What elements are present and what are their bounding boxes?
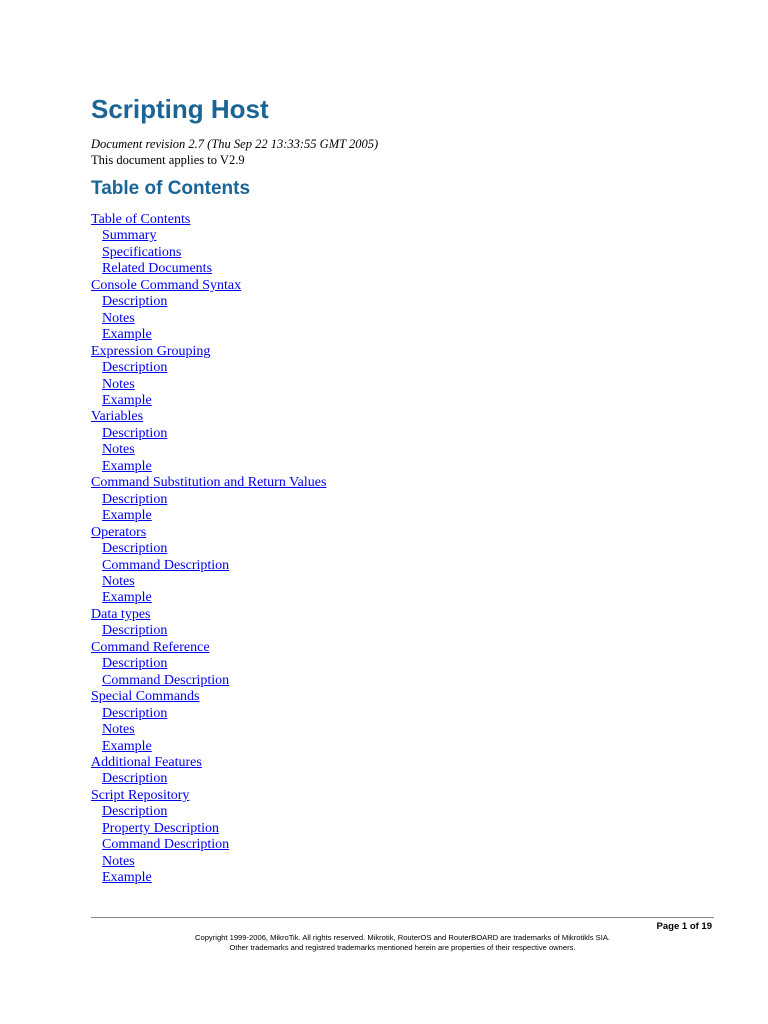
toc-subsection-link[interactable]: Description [102, 623, 168, 639]
applies-to-version: This document applies to V2.9 [91, 153, 245, 167]
toc-subsection [102, 508, 326, 524]
toc-subsection-link[interactable]: Notes [102, 310, 135, 326]
toc-subsection-link[interactable]: Example [102, 392, 152, 408]
toc-subsection [102, 459, 326, 475]
toc-subsection [102, 327, 326, 343]
copyright-notice [91, 933, 714, 953]
toc-subsection [102, 558, 326, 574]
toc-subsection [102, 442, 326, 458]
toc-subsection-list [91, 706, 326, 755]
toc-section [91, 525, 326, 607]
toc-subsection [102, 393, 326, 409]
toc-subsection-list [91, 360, 326, 409]
copyright-line: Copyright 1999-2006, MikroTik. All rights reserved. Mikrotik, RouterOS and RouterBOARD are trademarks of Mikrotikls SIA. [195, 933, 610, 942]
toc-subsection-link[interactable]: Notes [102, 853, 135, 869]
toc-section-link[interactable]: Expression Grouping [91, 343, 211, 359]
toc-subsection-link[interactable]: Command Description [102, 557, 230, 573]
toc-section-link[interactable]: Variables [91, 409, 144, 425]
toc-subsection-link[interactable]: Example [102, 738, 152, 754]
toc-subsection-link[interactable]: Description [102, 705, 168, 721]
toc-subsection-link[interactable]: Description [102, 656, 168, 672]
toc-subsection-list [91, 804, 326, 886]
toc-subsection-list [91, 623, 326, 639]
toc-subsection-link[interactable]: Example [102, 508, 152, 524]
toc-subsection [102, 294, 326, 310]
document-revision: Document revision 2.7 (Thu Sep 22 13:33:55 GMT 2005) [91, 137, 379, 151]
toc-subsection [102, 804, 326, 820]
table-of-contents [91, 212, 326, 887]
toc-subsection-list [91, 771, 326, 787]
toc-subsection [102, 673, 326, 689]
toc-section-link[interactable]: Table of Contents [91, 212, 191, 227]
toc-subsection [102, 623, 326, 639]
toc-subsection [102, 426, 326, 442]
toc-section [91, 640, 326, 689]
toc-subsection [102, 870, 326, 886]
toc-subsection-link[interactable]: Description [102, 771, 168, 787]
toc-section-link[interactable]: Script Repository [91, 787, 190, 803]
toc-subsection-list [91, 541, 326, 607]
toc-subsection [102, 541, 326, 557]
toc-section [91, 788, 326, 887]
toc-subsection [102, 377, 326, 393]
toc-subsection-link[interactable]: Description [102, 425, 168, 441]
toc-subsection [102, 722, 326, 738]
toc-subsection [102, 656, 326, 672]
toc-subsection [102, 590, 326, 606]
toc-subsection-link[interactable]: Description [102, 294, 168, 310]
toc-section [91, 212, 326, 278]
page-number: Page 1 of 19 [656, 921, 712, 932]
toc-section-link[interactable]: Data types [91, 606, 151, 622]
toc-subsection [102, 706, 326, 722]
toc-subsection-link[interactable]: Notes [102, 442, 135, 458]
toc-subsection-link[interactable]: Notes [102, 722, 135, 738]
toc-subsection-link[interactable]: Specifications [102, 244, 182, 260]
toc-section [91, 689, 326, 755]
toc-subsection [102, 492, 326, 508]
page-title: Scripting Host [91, 94, 269, 124]
toc-subsection-link[interactable]: Related Documents [102, 261, 213, 277]
toc-subsection-link[interactable]: Notes [102, 573, 135, 589]
toc-section [91, 344, 326, 410]
toc-subsection-link[interactable]: Property Description [102, 820, 220, 836]
toc-subsection-list [91, 426, 326, 475]
toc-subsection-link[interactable]: Description [102, 804, 168, 820]
toc-subsection [102, 311, 326, 327]
toc-section [91, 755, 326, 788]
toc-section-link[interactable]: Console Command Syntax [91, 277, 242, 293]
toc-subsection-link[interactable]: Notes [102, 376, 135, 392]
toc-section-link[interactable]: Command Reference [91, 639, 210, 655]
toc-subsection-list [91, 228, 326, 277]
toc-subsection [102, 837, 326, 853]
toc-subsection [102, 739, 326, 755]
toc-heading: Table of Contents [91, 178, 251, 199]
toc-subsection [102, 771, 326, 787]
toc-subsection-list [91, 656, 326, 689]
toc-subsection-list [91, 294, 326, 343]
toc-section-link[interactable]: Additional Features [91, 754, 202, 770]
toc-subsection [102, 245, 326, 261]
toc-subsection-link[interactable]: Description [102, 360, 168, 376]
toc-subsection-link[interactable]: Example [102, 870, 152, 886]
toc-subsection-link[interactable]: Summary [102, 228, 157, 244]
toc-subsection [102, 854, 326, 870]
toc-section [91, 278, 326, 344]
toc-subsection [102, 261, 326, 277]
trademark-line: Other trademarks and registred trademarks mentioned herein are properties of their respective owners. [229, 943, 576, 952]
toc-subsection-link[interactable]: Example [102, 327, 152, 343]
toc-subsection-link[interactable]: Description [102, 491, 168, 507]
footer-divider [91, 917, 714, 918]
toc-subsection-link[interactable]: Command Description [102, 837, 230, 853]
toc-subsection [102, 574, 326, 590]
toc-subsection [102, 228, 326, 244]
toc-subsection-list [91, 492, 326, 525]
toc-section-link[interactable]: Operators [91, 524, 147, 540]
toc-section-link[interactable]: Special Commands [91, 689, 200, 705]
toc-subsection-link[interactable]: Example [102, 458, 152, 474]
toc-subsection-link[interactable]: Command Description [102, 672, 230, 688]
toc-subsection [102, 360, 326, 376]
toc-section [91, 607, 326, 640]
toc-subsection-link[interactable]: Example [102, 590, 152, 606]
toc-section [91, 409, 326, 475]
toc-section [91, 475, 326, 524]
toc-subsection [102, 821, 326, 837]
toc-subsection-link[interactable]: Description [102, 541, 168, 557]
toc-section-link[interactable]: Command Substitution and Return Values [91, 475, 327, 491]
